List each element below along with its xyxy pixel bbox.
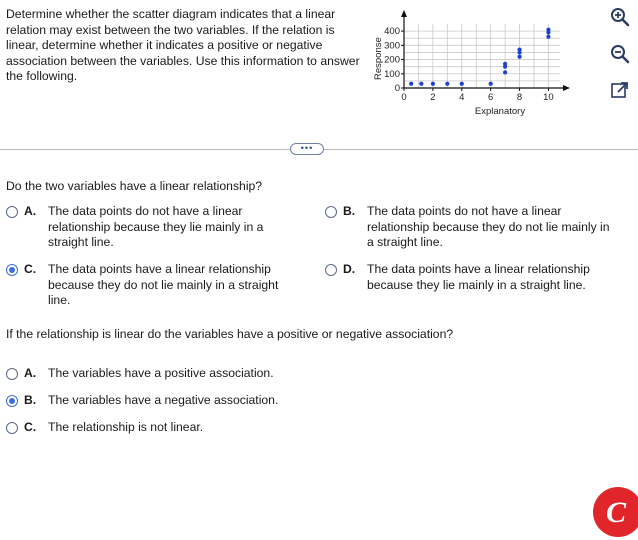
q1-option-d-letter: D. (343, 262, 356, 276)
q1-option-b[interactable] (325, 204, 635, 254)
q1-option-a-radio[interactable] (6, 206, 18, 218)
q1-option-b-letter: B. (343, 204, 356, 218)
q1-option-b-radio[interactable] (325, 206, 337, 218)
data-point (503, 70, 507, 74)
y-tick-label: 300 (384, 40, 400, 52)
q2-option-b-radio[interactable] (6, 395, 18, 407)
data-point (431, 82, 435, 86)
chart-grid (404, 24, 560, 88)
q1-option-c-letter: C. (24, 262, 37, 276)
q2-option-b-text: The variables have a negative association. (48, 393, 279, 407)
scatter-chart (370, 8, 570, 120)
data-point (409, 82, 413, 86)
zoom-in-icon[interactable] (610, 7, 630, 27)
zoom-out-icon[interactable] (610, 44, 630, 64)
data-point (489, 82, 493, 86)
x-tick-label: 6 (488, 92, 494, 103)
x-tick-label: 10 (543, 92, 554, 103)
expand-icon[interactable] (610, 80, 630, 100)
data-point (546, 28, 550, 32)
x-tick-label: 4 (459, 92, 465, 103)
x-tick-label: 0 (401, 92, 407, 103)
data-point (460, 82, 464, 86)
y-tick-label: 200 (384, 54, 400, 66)
q1-option-a-letter: A. (24, 204, 37, 218)
data-point (419, 82, 423, 86)
q2-option-a-letter: A. (24, 366, 37, 380)
q2-option-a-radio[interactable] (6, 368, 18, 380)
y-axis-arrow (401, 10, 407, 17)
q1-option-d-radio[interactable] (325, 264, 337, 276)
chart-points (409, 28, 550, 86)
brand-logo-icon (592, 484, 638, 540)
chart-ticks (384, 26, 554, 103)
q1-option-c-text: The data points have a linear relationship because they do not lie mainly in a straight line. (48, 262, 279, 307)
q1-option-c-radio[interactable] (6, 264, 18, 276)
q2-option-c-radio[interactable] (6, 422, 18, 434)
q2-option-c[interactable] (6, 420, 326, 438)
q2-option-a[interactable] (6, 366, 326, 384)
question2-prompt: If the relationship is linear do the variables have a positive or negative association? (6, 327, 454, 341)
x-axis-arrow (563, 85, 570, 91)
y-tick-label: 400 (384, 26, 400, 38)
q1-option-d-text: The data points have a linear relationship because they lie mainly in a straight line. (367, 262, 590, 292)
x-tick-label: 8 (516, 92, 523, 103)
y-axis-label: Response (373, 37, 384, 80)
chart-axes (401, 10, 570, 91)
y-tick-label: 0 (394, 83, 400, 94)
y-tick-label: 100 (384, 68, 400, 80)
q2-option-a-text: The variables have a positive association. (48, 366, 274, 380)
q1-option-c[interactable] (6, 262, 306, 312)
data-point (517, 55, 521, 59)
q1-option-d[interactable] (325, 262, 635, 298)
q1-option-b-text: The data points do not have a linear relationship because they do not lie mainly in a straight line. (367, 204, 610, 249)
more-options-button[interactable]: ••• (290, 143, 324, 155)
q1-option-a-text: The data points do not have a linear relationship because they lie mainly in a straight line. (48, 204, 264, 249)
q2-option-b[interactable] (6, 393, 326, 411)
data-point (517, 48, 521, 52)
x-tick-label: 2 (430, 92, 436, 103)
q2-option-c-text: The relationship is not linear. (48, 420, 204, 434)
data-point (503, 62, 507, 66)
x-axis-label: Explanatory (474, 106, 526, 117)
data-point (445, 82, 449, 86)
brand-logo-glyph: C (606, 496, 627, 529)
q1-option-a[interactable] (6, 204, 306, 254)
q2-option-c-letter: C. (24, 420, 37, 434)
problem-instructions: Determine whether the scatter diagram indicates that a linear relation may exist between the two variables. If the relation is linear, determine whether it indicates a positive or negative association between the variables. Use this information to answer the following. (6, 7, 360, 83)
data-point (546, 35, 550, 39)
question1-prompt: Do the two variables have a linear relationship? (6, 179, 263, 193)
q2-option-b-letter: B. (24, 393, 37, 407)
